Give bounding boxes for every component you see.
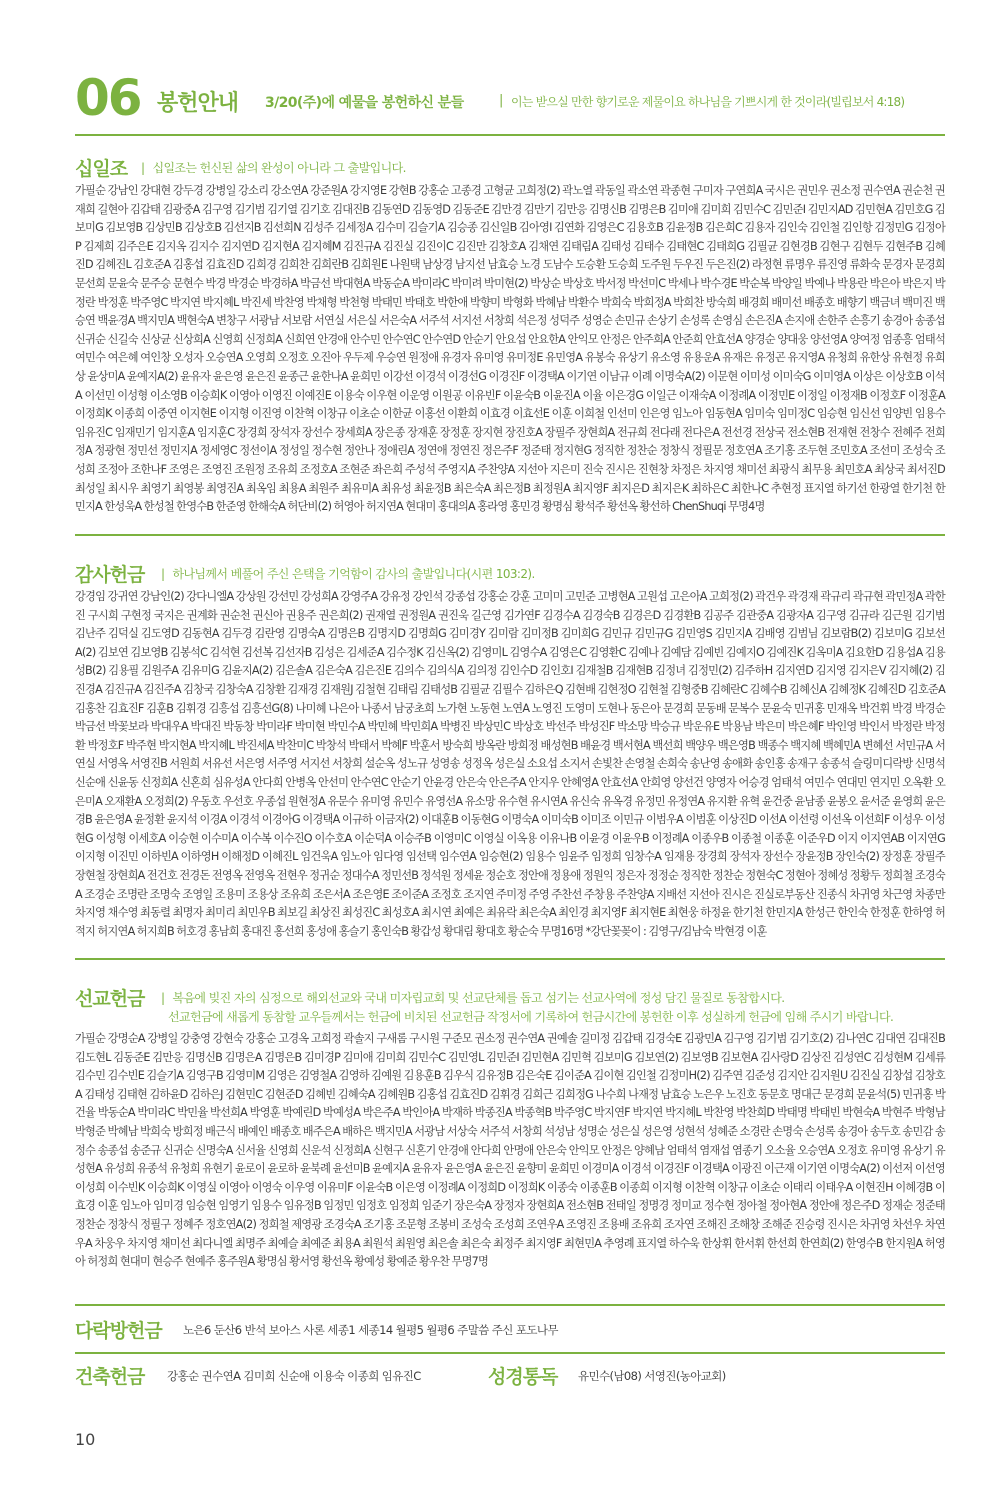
tithe-title: 십일조 <box>75 158 128 180</box>
thanks-subtitle: 하나님께서 베풀어 주신 은택을 기억함이 감사의 출발입니다(시편 103:2). <box>172 567 535 581</box>
header-verse: 이는 받으실 만한 향기로운 제물이요 하나님을 기쁘시게 한 것이라(빌립보서 4:18) <box>511 95 905 109</box>
thanks-section <box>75 560 945 938</box>
header-divider <box>75 134 945 136</box>
bible-title: 성경통독 <box>488 1366 558 1388</box>
darak-list: 노은6 둔산6 반석 보아스 사론 세종1 세종14 월평5 월평6 주말씀 주신 포도나무 <box>183 1323 558 1337</box>
building-list: 강홍순 권수연A 김미희 신순애 이용숙 이종희 임유진C <box>167 1369 421 1383</box>
thanks-names: 강경임 강귀연 강남인(2) 강다니엘A 강상원 강선민 강성희A 강영주A 강유정 강인석 강종섭 강홍순 강훈 고미미 고민준 고병현A 고원섭 고은아A 고희정(2) 곽건우 곽경재 곽규리 곽규현 곽민정A 곽한진 구시희 구현정 국지은 권계화 권순천 권신아 권용주 권은희(2) 권재열 권정원A 권진욱 길근영 김가연F 김경수A 김경숙B 김경은D 김경환B 김공주 김관중A 김광자A 김구영 김규라 김근원 김기범 김난주 김덕실 김도영D 김동현A 김두경 김란영 김명숙A 김명은B 김명지D 김명희G 김미경Y 김미람 김미정B 김미희G 김민규 김민규G 김민영S 김민지A 김배영 김범님 김보람B(2) 김보미G 김보선A(2) 김보연 김보영B 김봉석C 김석현 김선복 김선자B 김성은 김세준A 김수정K 김신옥(2) 김영미L 김영수A 김영은C 김영환C 김예나 김예담 김예빈 김예지O 김예진K 김옥미A 김요한D 김용섭A 김용성B(2) 김용필 김원주A 김유미G 김윤지A(2) 김은솔A 김은숙A 김은진E 김의수 김의식A 김의정 김인수D 김인호I 김재철B 김재현B 김정녀 김정민(2) 김주하H 김지연D 김지영 김지은V 김지혜(2) 김진경A 김진규A 김진주A 김창국 김창숙A 김창환 김재경 김재원J 김철현 김태림 김태성B 김필균 김필수 김하은Q 김현배 김현정O 김현철 김형중B 김혜란C 김혜수B 김혜신A 김혜정K 김혜진D 김호준A 김홍찬 김효진F 김훈B 김휘경 김흥섭 김흥선G(8) 나미혜 나은아 나종서 남궁초희 노가현 노동현 노연A 노영진 도영미 도현나 동은아 문경희 문동배 문복수 문윤숙 민귀홍 민재옥 박건휘 박경 박경순 박금선 박꽃보라 박대우A 박대진 박동창 박미라F 박미현 박민수A 박민혜 박민희A 박병진 박상민C 박상호 박선주 박성진F 박소망 박승규 박운유E 박용남 박은미 박은혜F 박인영 박인서 박정란 박정환 박정호F 박주현 박지현A 박지혜L 박진세A 박찬미C 박창석 박태서 박혜F 박훈서 방숙희 방옥란 방희정 배성현B 배윤경 백서현A 백선희 백양우 백은영B 백종수 백지혜 백혜민A 변혜선 서민규A 서연실 서영옥 서영진B 서원희 서유선 서은영 서주영 서지선 서창희 설순옥 성노규 성영송 성정옥 성은실 소요섭 소지서 손빛찬 손영철 손희숙 송난영 송애화 송인홍 송재구 송종석 슬링미디락방 신명석 신순애 신윤동 신정희A 신혼희 심유성A 안다희 안병옥 안선미 안수연C 안순기 안윤경 안은숙 안은주A 안지우 안혜영A 안효선A 안희영 양선건 양영자 어승경 엄태석 여민수 연대민 연지민 오옥환 오은미A 오재환A 오정희(2) 우동호 우선호 우종섭 원현정A 유문수 유미영 유민수 유영선A 유소망 유수현 유시연A 유신숙 유옥경 유정민 유정연A 유지환 유혁 윤건중 윤남종 윤봉오 윤서준 윤영희 윤은경B 윤은영A 윤정환 윤지석 이경A 이경석 이경아G 이경택A 이규하 이금자(2) 이대훈B 이동현G 이명숙A 이미숙B 이미조 이민규 이범우A 이범훈 이상진D 이선A 이선령 이선옥 이선희F 이성우 이성현G 이성형 이세호A 이승현 이수미A 이수복 이수진O 이수호A 이순덕A 이승주B 이영미C 이영실 이옥용 이유나B 이윤경 이윤우B 이정례A 이종우B 이종철 이종훈 이준우D 이지 이지연AB 이지연G 이지형 이진민 이하빈A 이하영H 이해정D 이혜진L 임건욱A 임노아 임다영 임선택 임수연A 임승현(2) 임용수 임윤주 임정희 임창수A 임재용 장경희 장석자 장선수 장윤정B 장인숙(2) 장정훈 장필주 장현철 장현희A 전건호 전경돈 전영옥 전영옥 전현우 정귀순 정대수A 정민선B 정석원 정세윤 정순호 정안애 정용애 정원익 정은자 정정순 정직한 정찬순 정현숙C 정현아 정혜성 정황두 정희철 조경숙A 조경순 조명란 조명숙 조영일 조용미 조용상 조유희 조은서A 조은영E 조이준A 조정호 조지연 주미정 주영 주찬선 주창용 주찬양A 지배선 지선아 진시은 진실로부동산 진종식 차귀영 차근영 차종만 차지영 채수영 최동렬 최명자 최미리 최민우B 최보길 최상진 최성진C 최성호A 최시연 최예은 최유락 최은숙A 최인경 최지영F 최지현E 최현웅 하정윤 한기천 한민지A 한성근 한인숙 한정훈 한하영 허적지 허지연A 허지희B 허호경 홍남희 홍대진 홍선희 홍성애 홍슬기 홍인숙B 황갑성 황대림 황대호 황순숙 무명16명 *강단꽃꽂이 : 김영구/김남숙 박현경 이훈 <box>75 590 945 938</box>
tithe-names: 가필순 강남인 강대현 강두경 강병일 강소리 강소연A 강준원A 강지영E 강현B 강홍순 고종경 고형균 고희정(2) 곽노열 곽동일 곽소연 곽종현 구미자 구연희A 국시은 권민우 권소정 권수연A 권순천 권재희 길현아 김갑태 김광중A 김구영 김기범 김기열 김기호 김대진B 김동연D 김동영D 김동준E 김만경 김만기 김만응 김명신B 김명은B 김미애 김미희 김민수C 김민준I 김민지AD 김민현A 김민호G 김보미G 김보영B 김상민B 김상호B 김선지B 김선희N 김성주 김세정A 김수미 김슬기A 김승종 김신일B 김아영I 김연화 김영은C 김용호B 김윤정B 김은희C 김용자 김인숙 김인철 김인항 김정민G 김정아P 김제희 김주은E 김지옥 김지수 김지연D 김지현A 김지혜M 김진규A 김진실 김진이C 김진만 김창호A 김채연 김태림A 김태성 김태수 김태현C 김태희G 김필균 김현경B 김현구 김현두 김현주B 김혜진D 김혜진L 김호준A 김홍섭 김효진D 김희경 김희찬 김희란B 김희원E 나원택 남상경 남지선 남효승 노경 도남수 도승환 도승희 도주원 두우진 두은진(2) 라정현 류명우 류진영 류화숙 문경자 문경희 문선희 문윤숙 문주승 문현수 박경 박경순 박경하A 박금선 박대현A 박동순A 박미라C 박미려 박미현(2) 박상순 박상호 박서정 박선미C 박세나 박수경E 박순복 박양일 박예나 박용란 박은아 박은지 박정란 박정훈 박주영C 박지연 박지혜L 박진세 박찬영 박채형 박천형 박태민 박태호 박한애 박향미 박형화 박혜남 박환수 박희숙 박희정A 박희찬 방숙희 배경희 배미선 배종호 배향기 백금녀 백미진 백승연 백윤경A 백지민A 백현숙A 변창구 서광남 서보람 서연실 서은실 서은숙A 서주석 서지선 서창희 석은정 성덕주 성영순 손민규 손상기 손성록 손영심 손은진A 손지애 손한주 손흥기 송경아 송종섭 신귀순 신길숙 신상균 신상희A 신영희 신정희A 신희연 안경애 안수민 안수연C 안수연D 안순기 안요섭 안요한A 안익모 안정은 안주희A 안준희 안효선A 양경순 양대웅 양선영A 양여정 엄종흥 엄태석 여민수 여은혜 여인창 오성자 오승연A 오영희 오정호 오진아 우두제 우승연 원정애 유경자 유미영 유미정E 유민영A 유봉숙 유상기 유소영 유용운A 유재은 유정곤 유지영A 유청희 유한상 유현정 유희상 윤상미A 윤예지A(2) 윤유자 윤은영 윤은진 윤종근 윤한나A 윤희민 이강선 이경석 이경선G 이경진F 이경택A 이기연 이남규 이례 이명숙A(2) 이문현 이미성 이미숙G 이미영A 이상은 이상호B 이석A 이선민 이성형 이소영B 이승희K 이영아 이영진 이예진E 이용숙 이우현 이운영 이원공 이유빈F 이윤숙B 이윤진A 이율 이은경G 이일근 이재숙A 이정례A 이정민E 이정일 이정재B 이정호F 이정훈A 이정희K 이종희 이중연 이지현E 이지형 이진영 이찬혁 이창규 이초순 이한균 이홍선 이환희 이효경 이효선E 이훈 이희철 인선미 인은영 임노아 임동현A 임미숙 임미정C 임승현 임신선 임양빈 임용수 임유진C 임재민기 임지훈A 임지훈C 장경희 장석자 장선수 장세희A 장은종 장재훈 장정훈 장지현 장진호A 장필주 장현희A 전규희 전다래 전다은A 전선경 전상국 전소현B 전재현 전창수 전혜주 전희정A 정광현 정민선 정민지A 정세영C 정선이A 정성일 정수현 정안나 정애린A 정연애 정연진 정은주F 정준태 정지현G 정직한 정찬순 정창식 정필문 정호연A 조기홍 조두현 조민호A 조선미 조성숙 조성희 조정아 조한나F 조영은 조영진 조원정 조유희 조정호A 조현준 좌은희 주성석 주영지A 주찬양A 지선아 지은미 진숙 진시은 진현창 차정은 차지영 채미선 최광식 최무용 최민호A 최상국 최서진D 최성일 최시우 최영기 최영봉 최영진A 최옥임 최용A 최원주 최유미A 최유성 최윤정B 최은숙A 최은정B 최정원A 최지영F 최지은D 최지은K 최하은C 최한나C 추현정 표지열 하기선 한광열 한기천 한민지A 한성욱A 한성철 한영수B 한준영 한해숙A 허단비(2) 허영아 허지연A 현대미 홍대의A 홍라영 홍민경 황명심 황석주 황선옥 황선하 ChenShuqi 무명4명 <box>75 184 945 514</box>
page-title: 봉헌안내 <box>157 91 239 116</box>
bible-section <box>488 1362 945 1392</box>
thanks-divider <box>75 958 945 960</box>
thanks-title: 감사헌금 <box>75 564 145 586</box>
page-number: 10 <box>75 1430 96 1449</box>
tithe-subtitle-row <box>141 159 406 176</box>
page-header <box>75 69 945 130</box>
tithe-subtitle: 십일조는 헌신된 삶의 완성이 아니라 그 출발입니다. <box>152 161 406 175</box>
darak-title: 다락방헌금 <box>75 1320 162 1342</box>
mission-subtitle-line1: 복음에 빚진 자의 심정으로 해외선교와 국내 미자립교회 및 선교단체를 돕고 섬기는 선교사역에 정성 담긴 물질로 동참합시다. <box>172 991 785 1005</box>
mission-title: 선교헌금 <box>75 988 145 1010</box>
tithe-separator: | <box>141 161 145 175</box>
mission-subtitle-row <box>161 989 784 1006</box>
tithe-divider <box>75 534 945 536</box>
darak-divider <box>75 1352 945 1354</box>
darak-section <box>75 1316 945 1346</box>
building-title: 건축헌금 <box>75 1366 145 1388</box>
mission-divider <box>75 1304 945 1306</box>
thanks-subtitle-row <box>161 565 535 582</box>
mission-separator: | <box>161 991 165 1005</box>
thanks-separator: | <box>161 567 165 581</box>
mission-names: 가필순 강명순A 강병일 강충영 강현숙 강홍순 고경옥 고희정 곽솔지 구새롬 구시원 구준모 권소정 권수연A 권예솔 길미정 김갑태 김경숙E 김광민A 김구영 김기범 김기호(2) 김나연C 김대연 김대진B 김도현L 김동준E 김만응 김명신B 김명은A 김명은B 김미경P 김미애 김미희 김민수C 김민영L 김민준I 김민현A 김민혁 김보미G 김보연(2) 김보영B 김보현A 김사랑D 김상진 김성연C 김성현M 김세류 김수민 김수빈E 김슬기A 김영구B 김영미M 김영은 김영철A 김영하 김예원 김용훈B 김우식 김유정B 김은숙E 김이준A 김이현 김인철 김정미H(2) 김주연 김준성 김지안 김지원U 김진실 김창섭 김창호A 김태성 김태현 김하윤D 김하은J 김현민C 김현준D 김혜빈 김혜숙A 김혜원B 김홍섭 김효진D 김휘경 김희근 김희정G 나수희 나재정 남효승 노은우 노진호 동문호 명대근 문경희 문윤석(5) 민귀홍 박건율 박동순A 박미라C 박민율 박선희A 박영훈 박예린D 박예성A 박은주A 박인아A 박재하 박종진A 박종혁B 박주영C 박지연F 박지연 박지혜L 박찬영 박찬희D 박태명 박태빈 박현숙A 박현주 박형남 박형준 박혜남 박희숙 방희정 배근식 배예인 배종호 배주은A 배하은 백지민A 서광남 서상숙 서주석 서창희 석성남 성명순 성은실 성은영 성현석 성혜준 소경란 손명숙 손성록 송경아 송두호 송민감 송정수 송종섭 송준규 신귀순 신명숙A 신서율 신영희 신운석 신정희A 신현구 신혼기 안경애 안다희 안명애 안은숙 안익모 안정은 양혜남 엄태석 염재섭 염종기 오소율 오승연A 오정호 유미영 유상기 유성현A 유성희 유종석 유청희 유현기 윤로이 윤로하 윤북례 윤선미B 윤예지A 윤유자 윤은영A 윤은진 윤향미 윤희민 이경미A 이경석 이경진F 이경택A 이광진 이근재 이기연 이명숙A(2) 이선저 이선영 이성희 이수빈K 이승희K 이영실 이영아 이영숙 이우영 이유미F 이윤숙B 이은영 이정례A 이정희D 이정희K 이종숙 이종훈B 이종희 이지형 이찬혁 이창규 이초순 이태리 이태우A 이현진H 이혜경B 이효경 이훈 임노아 임미경 임승현 임영기 임용수 임유정B 임정민 임정호 임정희 임준기 장은숙A 장정자 장현희A 전소현B 전태일 정명경 정미교 정수현 정아철 정아현A 정안애 정은주D 정재순 정준태 정찬순 정창식 정필구 정혜주 정호연A(2) 정희철 제영광 조경숙A 조기홍 조문형 조봉비 조성숙 조성희 조연우A 조영진 조용배 조유희 조자연 조해진 조해창 조해준 진승령 진시은 차귀영 차선우 차연우A 차웅우 차지영 채미선 최다니엘 최명주 최예슬 최예준 최용A 최원석 최원영 최은솔 최은숙 최정주 최지영F 최현민A 추영례 표지열 하수욱 한상휘 한서휘 한선희 한연희(2) 한영수B 한지원A 허영아 허정희 현대미 현승주 현예주 홍주원A 황명심 황서영 황선옥 황예성 황예준 황우찬 무명7명 <box>75 1032 945 1269</box>
section-number: 06 <box>75 69 141 127</box>
page-subtitle: 3/20(주)에 예물을 봉헌하신 분들 <box>265 95 464 111</box>
building-section <box>75 1362 475 1392</box>
bible-list: 유민수(남08) 서영진(농아교회) <box>578 1369 726 1383</box>
tithe-section <box>75 154 945 514</box>
mission-section <box>75 984 945 1269</box>
header-separator: | <box>499 93 504 108</box>
mission-subtitle-line2: 선교헌금에 새롭게 동참할 교우들께서는 헌금에 비치된 선교헌금 작정서에 기록하여 헌금시간에 봉헌한 이후 성실하게 헌금에 임해 주시기 바랍니다. <box>168 1010 894 1024</box>
